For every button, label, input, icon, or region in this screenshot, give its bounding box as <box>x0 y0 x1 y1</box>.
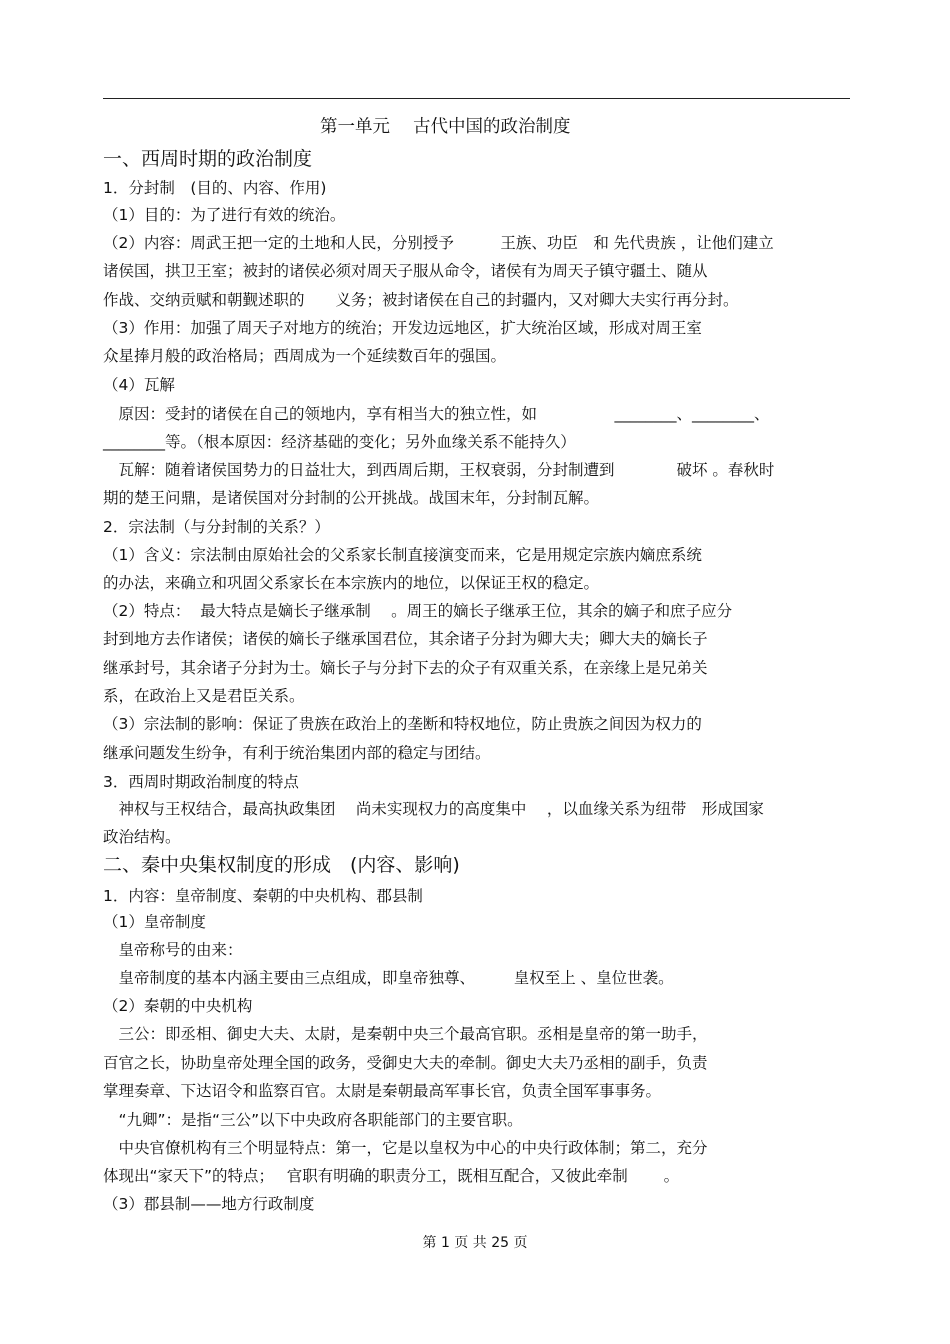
text-line: （2）内容：周武王把一定的土地和人民，分别授予 王族、功臣 和 先代贵族 ，让他们建立 <box>103 234 774 252</box>
text-line: 系，在政治上又是君臣关系。 <box>103 687 305 705</box>
text-line: 神权与王权结合，最高执政集团 尚未实现权力的高度集中 ，以血缘关系为纽带 形成国家 <box>103 800 764 818</box>
text-line: （1）目的：为了进行有效的统治。 <box>103 206 346 224</box>
text-line: 继承封号，其余诸子分封为士。嫡长子与分封下去的众子有双重关系，在亲缘上是兄弟关 <box>103 659 708 677</box>
text-line: 封到地方去作诸侯；诸侯的嫡长子继承国君位，其余诸子分封为卿大夫；卿大夫的嫡长子 <box>103 630 708 648</box>
text-line: （2）秦朝的中央机构 <box>103 997 253 1015</box>
page-footer: 第 1 页 共 25 页 <box>422 1235 528 1251</box>
subsection-heading: 3．西周时期政治制度的特点 <box>103 773 299 791</box>
text-line: 掌理奏章、下达诏令和监察百官。太尉是秦朝最高军事长官，负责全国军事事务。 <box>103 1082 662 1100</box>
text-line: 中央官僚机构有三个明显特点：第一，它是以皇权为中心的中央行政体制；第二，充分 <box>103 1139 708 1157</box>
text-line: “九卿”：是指“三公”以下中央政府各职能部门的主要官职。 <box>103 1111 523 1129</box>
text-line: 原因：受封的诸侯在自己的领地内，享有相当大的独立性，如 ________、________、 <box>103 405 770 423</box>
subsection-heading: 1．内容：皇帝制度、秦朝的中央机构、郡县制 <box>103 887 423 905</box>
text-line: 政治结构。 <box>103 828 181 846</box>
text-line: （3）郡县制——地方行政制度 <box>103 1195 315 1213</box>
text-line: （3）作用：加强了周天子对地方的统治；开发边远地区，扩大统治区域，形成对周王室 <box>103 319 702 337</box>
page-title: 第一单元 古代中国的政治制度 <box>320 117 571 137</box>
subsection-heading: 2．宗法制（与分封制的关系？） <box>103 518 330 536</box>
text-line: 皇帝称号的由来： <box>103 941 243 959</box>
text-line: 继承问题发生纷争，有利于统治集团内部的稳定与团结。 <box>103 744 491 762</box>
text-line: 三公：即丞相、御史大夫、太尉，是秦朝中央三个最高官职。丞相是皇帝的第一助手， <box>103 1025 708 1043</box>
text-line: 瓦解：随着诸侯国势力的日益壮大，到西周后期，王权衰弱，分封制遭到 破坏 。春秋时 <box>103 461 775 479</box>
text-line: 诸侯国，拱卫王室；被封的诸侯必须对周天子服从命令，诸侯有为周天子镇守疆土、随从 <box>103 262 708 280</box>
text-line: 的办法，来确立和巩固父系家长在本宗族内的地位，以保证王权的稳定。 <box>103 574 600 592</box>
text-line: （4）瓦解 <box>103 376 175 394</box>
text-line: （1）含义：宗法制由原始社会的父系家长制直接演变而来，它是用规定宗族内嫡庶系统 <box>103 546 702 564</box>
text-line: 皇帝制度的基本内涵主要由三点组成，即皇帝独尊、 皇权至上 、皇位世袭。 <box>103 969 674 987</box>
text-line: 百官之长，协助皇帝处理全国的政务，受御史大夫的牵制。御史大夫乃丞相的副手，负责 <box>103 1054 708 1072</box>
text-line: （3）宗法制的影响：保证了贵族在政治上的垄断和特权地位，防止贵族之间因为权力的 <box>103 715 702 733</box>
header-rule <box>103 98 850 99</box>
text-line: ________等。（根本原因：经济基础的变化；另外血缘关系不能持久） <box>103 433 576 451</box>
text-line: 期的楚王问鼎，是诸侯国对分封制的公开挑战。战国末年，分封制瓦解。 <box>103 489 600 507</box>
text-line: 体现出“家天下”的特点； 官职有明确的职责分工，既相互配合，又彼此牵制 。 <box>103 1167 680 1185</box>
text-line: （2）特点： 最大特点是嫡长子继承制 。周王的嫡长子继承王位，其余的嫡子和庶子应分 <box>103 602 733 620</box>
text-line: 作战、交纳贡赋和朝觐述职的 义务；被封诸侯在自己的封疆内，又对卿大夫实行再分封。 <box>103 291 739 309</box>
text-line: 众星捧月般的政治格局；西周成为一个延续数百年的强国。 <box>103 347 507 365</box>
section-heading: 二、秦中央集权制度的形成 (内容、影响) <box>103 854 460 876</box>
subsection-heading: 1．分封制 (目的、内容、作用) <box>103 179 327 197</box>
section-heading: 一、西周时期的政治制度 <box>103 148 313 170</box>
text-line: （1）皇帝制度 <box>103 913 206 931</box>
